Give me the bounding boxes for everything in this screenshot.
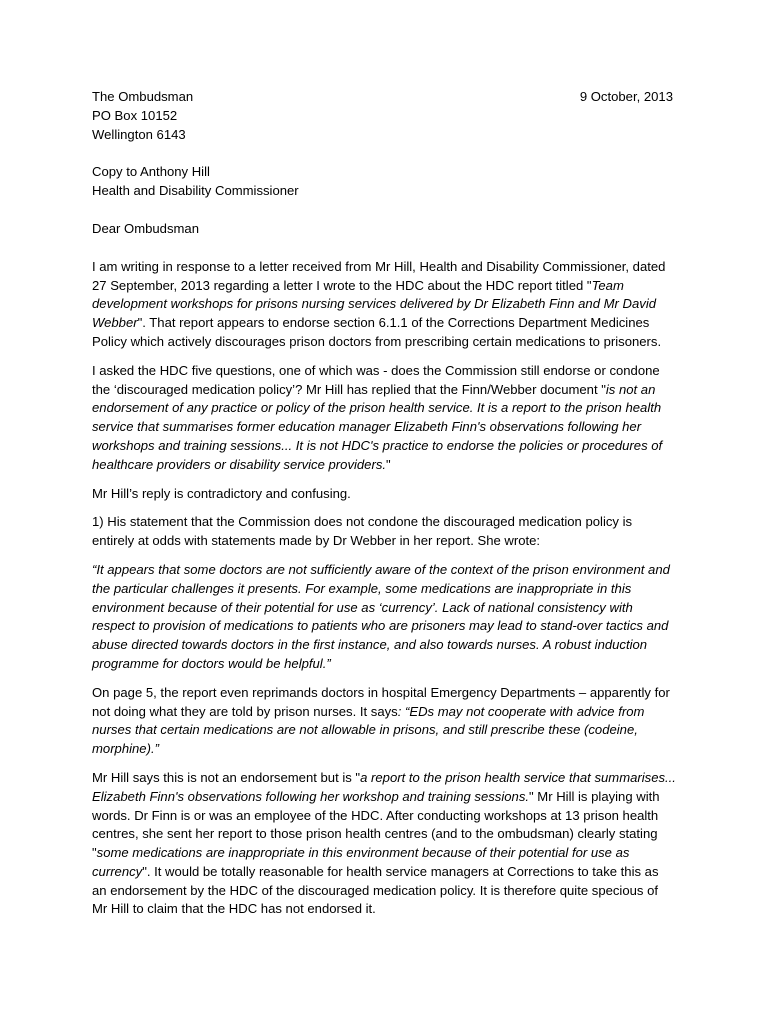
block-quote: “It appears that some doctors are not sufficiently aware of the context of the prison environment and the particular challenges it presents. For example, some medications are inappropriate in this environment because of their potential for use as ‘currency’. Lack of national consistency with respect to provision of medications to patients who are prisoners may lead to stand-over tactics and abuse directed towards doctors in the first instance, and also towards nurses. A robust induction programme for doctors would be helpful.” <box>92 561 670 671</box>
recipient-city: Wellington 6143 <box>92 126 186 142</box>
recipient-address <box>92 88 193 144</box>
copy-to-line-1: Copy to Anthony Hill <box>92 164 210 180</box>
paragraph-2: I asked the HDC five questions, one of which was - does the Commission still endorse or condone the ‘discouraged medication policy’? Mr Hill has replied that the Finn/Webber document "is not an endorsement of any practice or policy of the prison health service. It is a report to the prison health service that summarises former education manager Elizabeth Finn's observations following her workshops and training sessions... It is not HDC's practice to endorse the policies or procedures of healthcare providers or disability service providers." <box>92 362 663 472</box>
copy-to <box>92 163 676 201</box>
paragraph-5: On page 5, the report even reprimands doctors in hospital Emergency Departments – apparently for not doing what they are told by prison nurses. It says: “EDs may not cooperate with advice from nurses that certain medications are not allowable in prisons, and still prescribe these (codeine, morphine).” <box>92 684 670 757</box>
recipient-po-box: PO Box 10152 <box>92 107 178 123</box>
recipient-name: The Ombudsman <box>92 89 194 104</box>
letter-date: 9 October, 2013 <box>579 89 673 104</box>
salutation: Dear Ombudsman <box>92 220 199 236</box>
letter-header <box>92 88 676 144</box>
paragraph-6: Mr Hill says this is not an endorsement but is "a report to the prison health service that summarises... Elizabeth Finn's observations following her workshop and training sessions." Mr Hill is playing with words. Dr Finn is or was an employee of the HDC. After conducting workshops at 13 prison health centres, she sent her report to those prison health centres (and to the ombudsman) clearly stating "some medications are inappropriate in this environment because of their potential for use as currency". It would be totally reasonable for health service managers at Corrections to take this as an endorsement by the HDC of the discouraged medication policy. It is therefore quite specious of Mr Hill to claim that the HDC has not endorsed it. <box>92 769 676 917</box>
copy-to-line-2: Health and Disability Commissioner <box>92 183 299 199</box>
paragraph-3: Mr Hill’s reply is contradictory and confusing. <box>92 485 351 501</box>
paragraph-1: I am writing in response to a letter received from Mr Hill, Health and Disability Commissioner, dated 27 September, 2013 regarding a letter I wrote to the HDC about the HDC report titled "Team development workshops for prisons nursing services delivered by Dr Elizabeth Finn and Mr David Webber". That report appears to endorse section 6.1.1 of the Corrections Department Medicines Policy which actively discourages prison doctors from prescribing certain medications to prisoners. <box>92 258 666 349</box>
paragraph-4: 1) His statement that the Commission does not condone the discouraged medication policy is entirely at odds with statements made by Dr Webber in her report. She wrote: <box>92 514 633 549</box>
